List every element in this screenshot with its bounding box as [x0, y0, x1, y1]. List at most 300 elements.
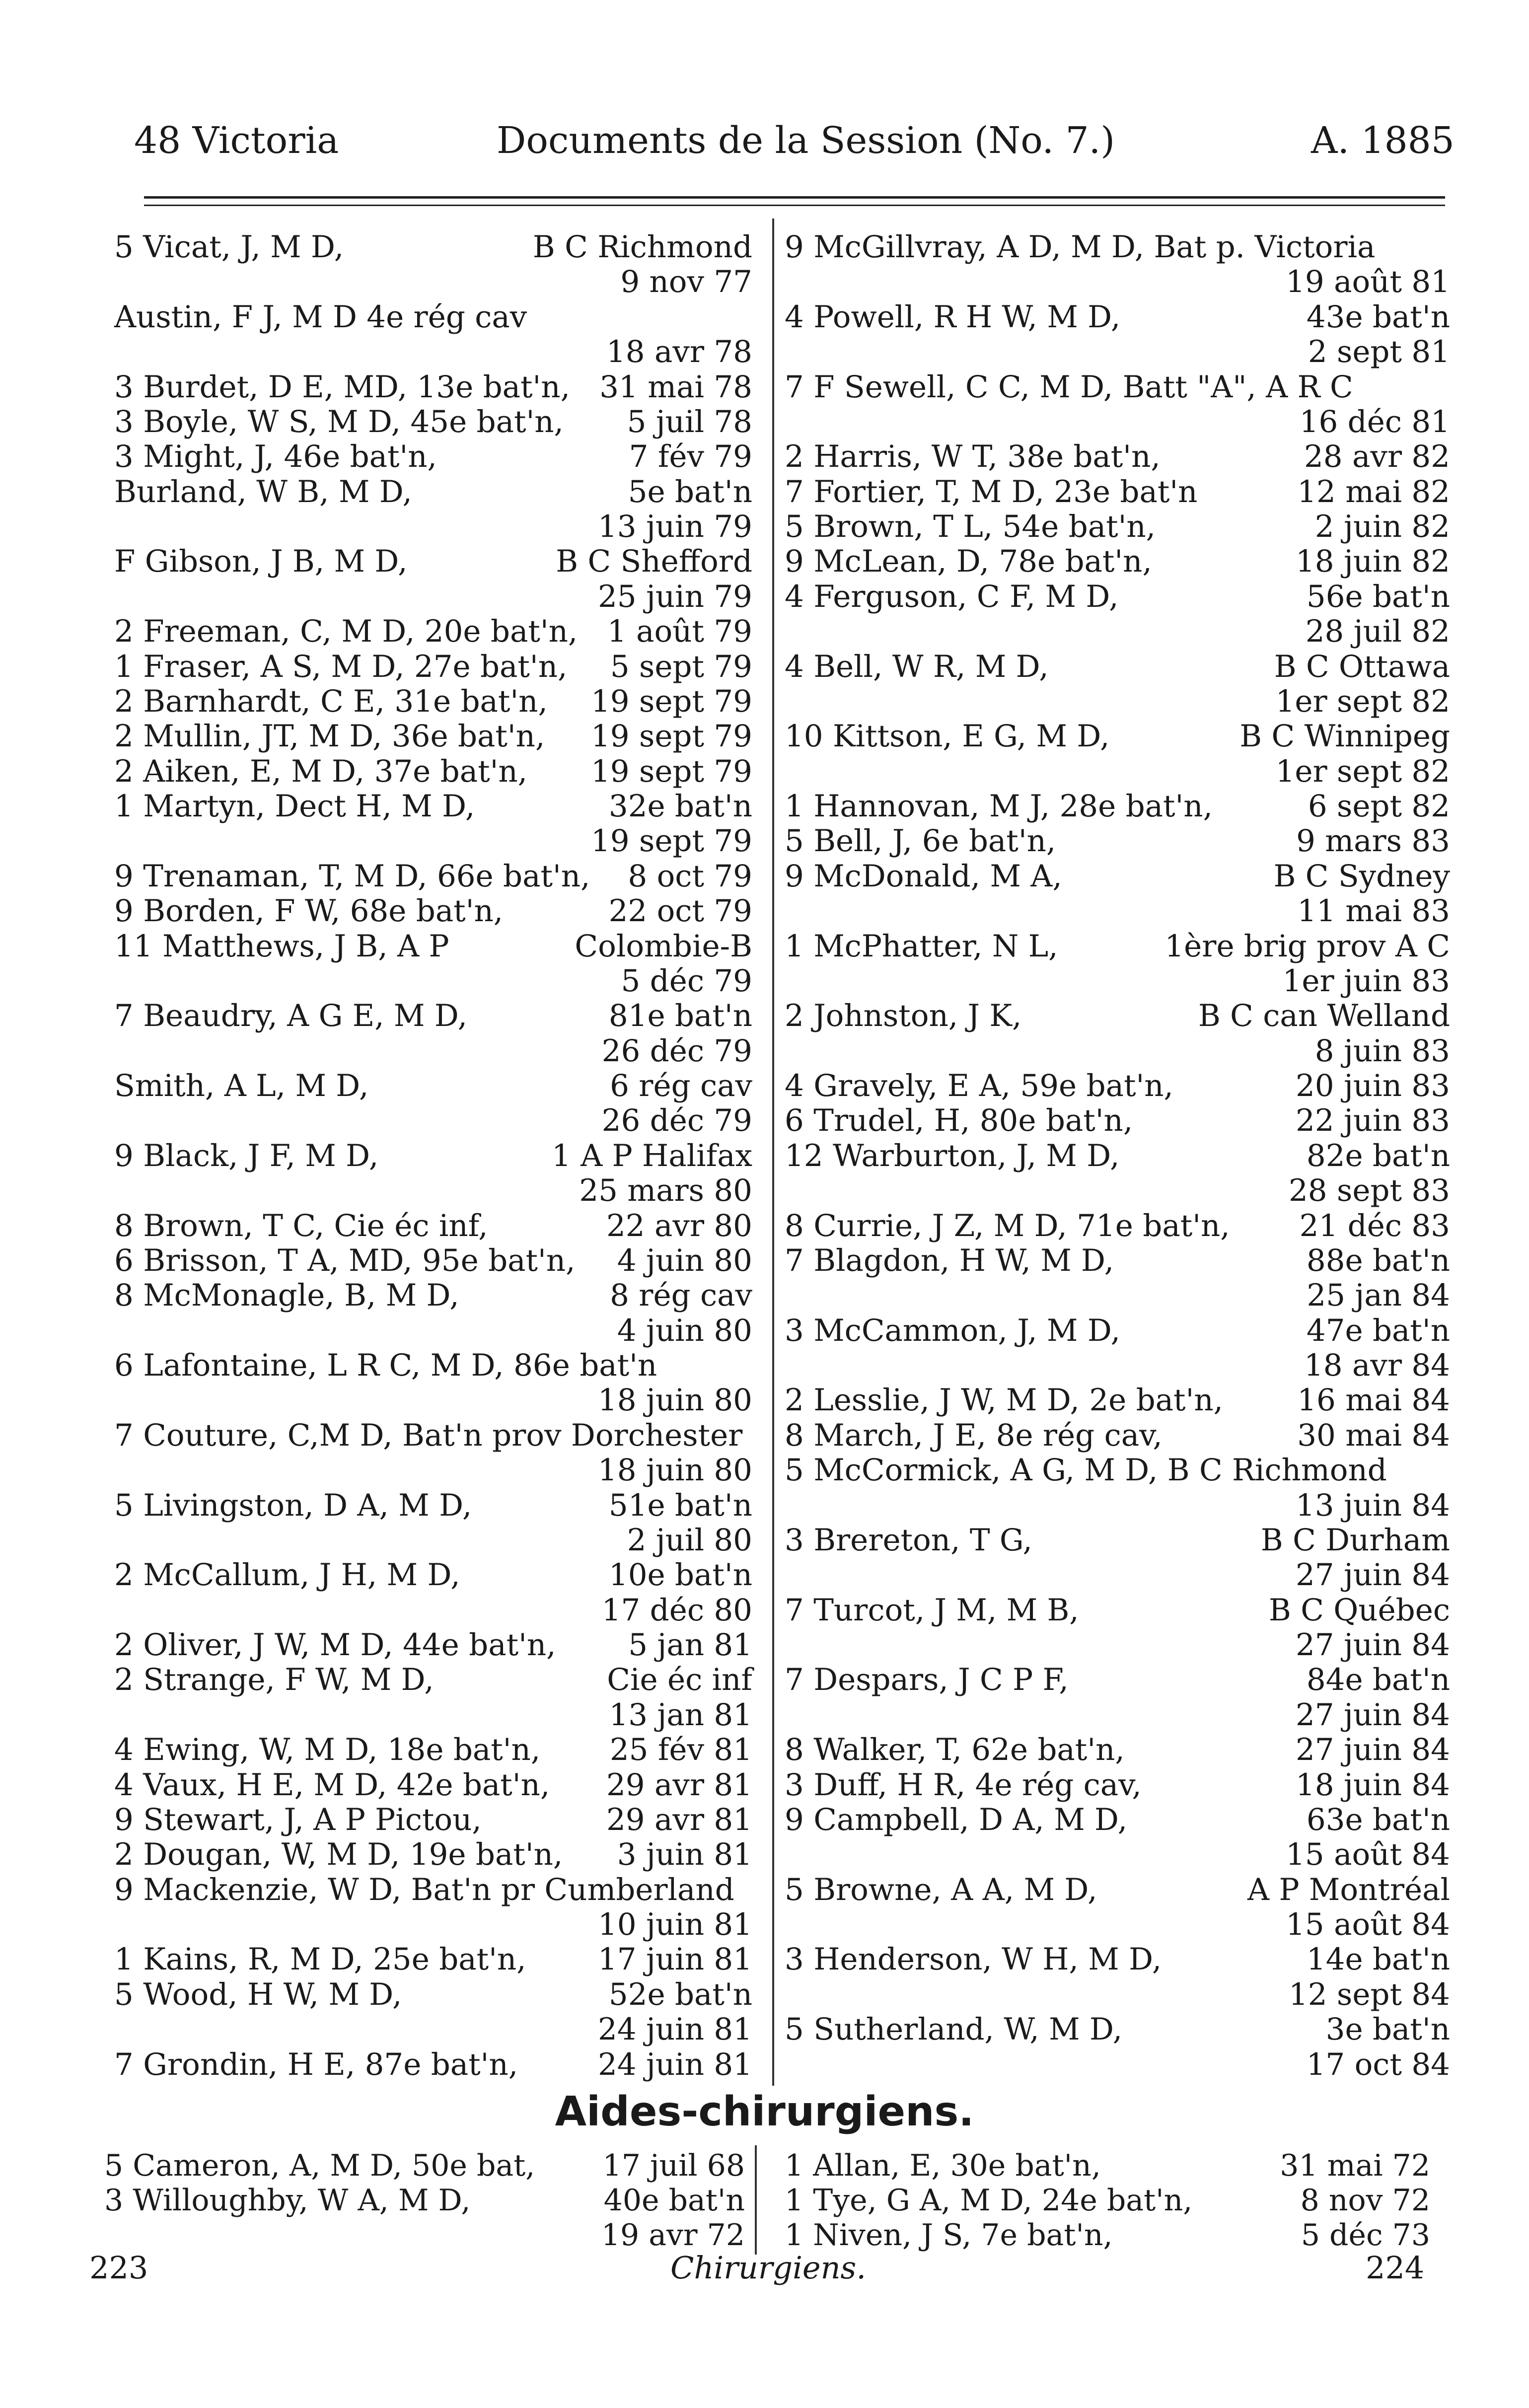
right-entry-text: 1 McPhatter, N L, — [785, 928, 1058, 964]
left-entry-detail: 19 sept 79 — [591, 683, 752, 719]
left-line — [114, 1278, 752, 1313]
right-line — [785, 684, 1450, 719]
aides-left-entry-text: 3 Willoughby, W A, M D, — [104, 2183, 471, 2218]
left-entry-text: 9 Black, J F, M D, — [114, 1138, 379, 1173]
left-entry-detail: 25 mars 80 — [579, 1173, 752, 1209]
right-line — [785, 1593, 1450, 1627]
right-entry-text: 1 Hannovan, M J, 28e bat'n, — [785, 789, 1213, 824]
left-line — [114, 963, 752, 998]
left-entry-detail: 31 mai 78 — [599, 369, 752, 405]
left-entry-detail: 5 juil 78 — [627, 404, 752, 439]
left-entry-detail: 25 fév 81 — [609, 1732, 752, 1768]
right-entry-text: 8 Walker, T, 62e bat'n, — [785, 1732, 1125, 1768]
aides-right-line — [785, 2183, 1430, 2217]
right-line — [785, 1802, 1450, 1837]
right-entry-detail: 15 août 84 — [1286, 1907, 1450, 1942]
right-line — [785, 1278, 1450, 1313]
left-line — [114, 1942, 752, 1976]
left-line — [114, 1767, 752, 1802]
left-entry-text: 4 Vaux, H E, M D, 42e bat'n, — [114, 1767, 550, 1803]
right-entry-text: 3 Henderson, W H, M D, — [785, 1942, 1162, 1977]
right-entry-detail: 28 sept 83 — [1289, 1173, 1450, 1209]
header-year: A. 1885 — [1311, 119, 1455, 162]
left-line — [114, 264, 752, 299]
left-entry-detail: 4 juin 80 — [617, 1242, 752, 1278]
right-entry-detail: B C Ottawa — [1274, 649, 1450, 684]
left-entry-detail: 81e bat'n — [608, 998, 752, 1034]
left-line — [114, 1627, 752, 1662]
left-entry-text: Austin, F J, M D 4e rég cav — [114, 299, 527, 335]
page-header — [0, 119, 1529, 164]
right-entry-detail: 16 déc 81 — [1299, 404, 1450, 439]
left-entry-text: 5 Vicat, J, M D, — [114, 229, 344, 265]
right-entry-text: 8 March, J E, 8e rég cav, — [785, 1417, 1163, 1453]
right-entry-detail: 30 mai 84 — [1297, 1417, 1450, 1453]
left-entry-text: 7 Couture, C,M D, Bat'n prov Dorchester — [114, 1417, 743, 1453]
right-line — [785, 2012, 1450, 2046]
aides-right-entry-detail: 5 déc 73 — [1301, 2218, 1430, 2253]
left-entry-detail: 24 juin 81 — [597, 2046, 752, 2082]
right-entry-detail: B C Winnipeg — [1239, 719, 1450, 754]
right-line — [785, 823, 1450, 858]
right-entry-detail: 19 août 81 — [1286, 264, 1450, 300]
left-entry-detail: 8 oct 79 — [628, 858, 752, 894]
right-line — [785, 1243, 1450, 1278]
right-entry-detail: 14e bat'n — [1306, 1942, 1450, 1977]
left-entry-detail: 19 sept 79 — [591, 753, 752, 789]
left-entry-text: 2 Aiken, E, M D, 37e bat'n, — [114, 753, 528, 789]
left-entry-text: 1 Kains, R, M D, 25e bat'n, — [114, 1942, 526, 1977]
right-entry-detail: 1er sept 82 — [1275, 683, 1450, 719]
left-line — [114, 859, 752, 893]
left-line — [114, 1802, 752, 1837]
header-title: Documents de la Session (No. 7.) — [497, 119, 1115, 162]
left-line — [114, 1243, 752, 1278]
right-entry-text: 4 Powell, R H W, M D, — [785, 299, 1121, 335]
left-column — [114, 229, 752, 2082]
right-entry-text: 12 Warburton, J, M D, — [785, 1138, 1120, 1173]
right-line — [785, 1837, 1450, 1872]
left-line — [114, 2012, 752, 2046]
left-entry-detail: 26 déc 79 — [601, 1103, 752, 1139]
right-line — [785, 299, 1450, 334]
right-line — [785, 1697, 1450, 1732]
right-entry-detail: 18 juin 82 — [1295, 544, 1450, 580]
right-entry-text: 5 Sutherland, W, M D, — [785, 2012, 1123, 2047]
left-entry-detail: 29 avr 81 — [606, 1767, 752, 1803]
right-line — [785, 1942, 1450, 1976]
right-line — [785, 229, 1450, 264]
left-entry-detail: Colombie-B — [575, 928, 752, 964]
left-entry-detail: 7 fév 79 — [629, 439, 752, 475]
left-line — [114, 229, 752, 264]
right-line — [785, 474, 1450, 509]
right-entry-detail: 82e bat'n — [1306, 1138, 1450, 1173]
right-entry-detail: 8 juin 83 — [1314, 1033, 1450, 1069]
right-entry-text: 3 McCammon, J, M D, — [785, 1313, 1120, 1348]
left-entry-detail: 5 jan 81 — [628, 1627, 752, 1663]
aides-right-entry-detail: 31 mai 72 — [1280, 2148, 1430, 2183]
left-entry-text: F Gibson, J B, M D, — [114, 544, 408, 580]
right-entry-text: 5 Browne, A A, M D, — [785, 1872, 1097, 1907]
left-entry-text: 4 Ewing, W, M D, 18e bat'n, — [114, 1732, 541, 1768]
right-line — [785, 1453, 1450, 1487]
header-rule-top — [144, 196, 1445, 199]
left-line — [114, 334, 752, 369]
right-entry-detail: 15 août 84 — [1286, 1837, 1450, 1873]
left-entry-text: 3 Might, J, 46e bat'n, — [114, 439, 437, 475]
left-line — [114, 1453, 752, 1487]
right-entry-detail: 27 juin 84 — [1295, 1557, 1450, 1593]
left-line — [114, 1662, 752, 1697]
left-line — [114, 579, 752, 614]
right-line — [785, 1103, 1450, 1138]
left-line — [114, 929, 752, 963]
right-entry-text: 7 F Sewell, C C, M D, Batt "A", A R C — [785, 369, 1353, 405]
right-entry-detail: 20 juin 83 — [1295, 1068, 1450, 1103]
left-line — [114, 1033, 752, 1068]
right-entry-text: 8 Currie, J Z, M D, 71e bat'n, — [785, 1208, 1230, 1243]
right-entry-detail: 12 mai 82 — [1297, 474, 1450, 510]
aides-left-line — [104, 2183, 745, 2217]
left-entry-detail: 19 sept 79 — [591, 719, 752, 754]
left-entry-text: 6 Lafontaine, L R C, M D, 86e bat'n — [114, 1348, 657, 1383]
right-entry-detail: 3e bat'n — [1325, 2012, 1450, 2047]
right-line — [785, 1627, 1450, 1662]
left-line — [114, 474, 752, 509]
right-entry-text: 2 Johnston, J K, — [785, 998, 1022, 1034]
left-entry-detail: 29 avr 81 — [606, 1802, 752, 1837]
left-entry-detail: 17 juin 81 — [597, 1942, 752, 1977]
left-entry-text: 2 Oliver, J W, M D, 44e bat'n, — [114, 1627, 556, 1663]
left-entry-text: 11 Matthews, J B, A P — [114, 928, 449, 964]
header-volume: 48 Victoria — [134, 119, 339, 162]
right-line — [785, 1977, 1450, 2012]
left-entry-detail: B C Shefford — [556, 544, 752, 580]
right-line — [785, 264, 1450, 299]
left-entry-detail: 24 juin 81 — [597, 2012, 752, 2047]
right-entry-detail: 21 déc 83 — [1299, 1208, 1450, 1243]
left-line — [114, 719, 752, 753]
right-entry-detail: 84e bat'n — [1306, 1662, 1450, 1698]
right-line — [785, 1767, 1450, 1802]
left-line — [114, 789, 752, 823]
right-line — [785, 544, 1450, 579]
left-entry-text: 3 Burdet, D E, MD, 13e bat'n, — [114, 369, 570, 405]
left-entry-text: 5 Livingston, D A, M D, — [114, 1487, 472, 1523]
right-line — [785, 509, 1450, 544]
right-entry-detail: B C Sydney — [1273, 858, 1450, 894]
left-entry-text: 1 Fraser, A S, M D, 27e bat'n, — [114, 649, 568, 684]
left-line — [114, 1138, 752, 1173]
right-line — [785, 439, 1450, 474]
right-entry-detail: 25 jan 84 — [1307, 1278, 1450, 1313]
right-entry-text: 4 Bell, W R, M D, — [785, 649, 1049, 684]
left-entry-detail: 6 rég cav — [610, 1068, 752, 1103]
right-entry-detail: 1er juin 83 — [1282, 963, 1450, 999]
right-line — [785, 754, 1450, 789]
left-entry-detail: 13 jan 81 — [609, 1697, 752, 1733]
right-entry-detail: 56e bat'n — [1306, 579, 1450, 614]
left-line — [114, 1837, 752, 1872]
aides-left-entry-detail: 40e bat'n — [603, 2183, 745, 2218]
right-line — [785, 963, 1450, 998]
right-entry-detail: 63e bat'n — [1306, 1802, 1450, 1837]
right-entry-detail: 22 juin 83 — [1295, 1103, 1450, 1139]
right-entry-detail: B C can Welland — [1198, 998, 1450, 1034]
right-line — [785, 334, 1450, 369]
right-line — [785, 1732, 1450, 1767]
right-entry-detail: 47e bat'n — [1306, 1313, 1450, 1348]
right-entry-detail: 27 juin 84 — [1295, 1627, 1450, 1663]
left-entry-detail: 32e bat'n — [608, 789, 752, 824]
right-entry-detail: 43e bat'n — [1306, 299, 1450, 335]
left-entry-detail: 26 déc 79 — [601, 1033, 752, 1069]
right-line — [785, 1068, 1450, 1103]
right-line — [785, 1033, 1450, 1068]
right-entry-detail: B C Québec — [1269, 1592, 1450, 1628]
right-line — [785, 579, 1450, 614]
aides-right-column — [785, 2148, 1430, 2252]
left-entry-detail: 4 juin 80 — [617, 1313, 752, 1348]
right-entry-detail: 11 mai 83 — [1297, 893, 1450, 929]
right-line — [785, 719, 1450, 753]
right-entry-text: 5 Bell, J, 6e bat'n, — [785, 823, 1056, 859]
left-line — [114, 369, 752, 404]
footer-caption: Chirurgiens. — [670, 2250, 867, 2286]
left-line — [114, 1907, 752, 1942]
right-line — [785, 1383, 1450, 1417]
right-entry-text: 7 Despars, J C P F, — [785, 1662, 1069, 1698]
right-entry-detail: 18 juin 84 — [1295, 1767, 1450, 1803]
header-rule-bottom — [144, 205, 1445, 206]
right-entry-detail: 13 juin 84 — [1295, 1487, 1450, 1523]
right-line — [785, 1313, 1450, 1348]
left-line — [114, 1488, 752, 1523]
aides-right-entry-text: 1 Niven, J S, 7e bat'n, — [785, 2218, 1113, 2253]
right-line — [785, 1872, 1450, 1907]
left-line — [114, 544, 752, 579]
right-entry-detail: 1er sept 82 — [1275, 753, 1450, 789]
left-entry-text: 2 McCallum, J H, M D, — [114, 1557, 460, 1593]
left-entry-detail: 5 déc 79 — [621, 963, 752, 999]
aides-left-entry-detail: 19 avr 72 — [601, 2218, 745, 2253]
aides-column-divider — [755, 2145, 757, 2255]
right-line — [785, 649, 1450, 684]
right-line — [785, 1173, 1450, 1208]
left-entry-detail: Cie éc inf — [607, 1662, 752, 1698]
right-entry-text: 4 Gravely, E A, 59e bat'n, — [785, 1068, 1173, 1103]
right-line — [785, 2047, 1450, 2082]
left-line — [114, 893, 752, 928]
left-entry-text: 6 Brisson, T A, MD, 95e bat'n, — [114, 1242, 576, 1278]
left-line — [114, 509, 752, 544]
left-entry-detail: 9 nov 77 — [620, 264, 752, 300]
right-line — [785, 1418, 1450, 1453]
left-entry-text: 8 McMonagle, B, M D, — [114, 1278, 459, 1313]
left-entry-detail: B C Richmond — [532, 229, 752, 265]
page-number-right: 224 — [1366, 2250, 1425, 2286]
left-entry-detail: 1 A P Halifax — [551, 1138, 752, 1173]
right-entry-text: 2 Harris, W T, 38e bat'n, — [785, 439, 1161, 475]
left-entry-text: Burland, W B, M D, — [114, 474, 412, 510]
left-entry-text: 9 Mackenzie, W D, Bat'n pr Cumberland — [114, 1872, 734, 1907]
left-entry-text: Smith, A L, M D, — [114, 1068, 369, 1103]
left-entry-detail: 22 avr 80 — [606, 1208, 752, 1243]
aides-left-entry-text: 5 Cameron, A, M D, 50e bat, — [104, 2148, 535, 2183]
aides-left-column — [104, 2148, 745, 2252]
left-line — [114, 998, 752, 1033]
left-entry-text: 2 Freeman, C, M D, 20e bat'n, — [114, 614, 578, 650]
aides-right-entry-detail: 8 nov 72 — [1300, 2183, 1430, 2218]
right-entry-detail: 88e bat'n — [1306, 1242, 1450, 1278]
left-entry-detail: 18 juin 80 — [597, 1453, 752, 1488]
right-line — [785, 404, 1450, 439]
left-line — [114, 1348, 752, 1383]
right-entry-detail: A P Montréal — [1247, 1872, 1450, 1907]
right-entry-text: 9 McDonald, M A, — [785, 858, 1062, 894]
left-line — [114, 754, 752, 789]
left-line — [114, 1418, 752, 1453]
left-line — [114, 1068, 752, 1103]
right-entry-text: 10 Kittson, E G, M D, — [785, 719, 1110, 754]
left-entry-text: 9 Trenaman, T, M D, 66e bat'n, — [114, 858, 590, 894]
right-entry-detail: 28 juil 82 — [1305, 614, 1450, 650]
right-entry-detail: 18 avr 84 — [1304, 1348, 1450, 1383]
right-column — [785, 229, 1450, 2082]
left-line — [114, 1523, 752, 1557]
left-entry-detail: 19 sept 79 — [591, 823, 752, 859]
left-entry-text: 8 Brown, T C, Cie éc inf, — [114, 1208, 488, 1243]
left-entry-detail: 5 sept 79 — [610, 649, 752, 684]
left-entry-detail: 17 déc 80 — [601, 1592, 752, 1628]
left-line — [114, 1977, 752, 2012]
left-line — [114, 1697, 752, 1732]
right-line — [785, 369, 1450, 404]
right-line — [785, 893, 1450, 928]
aides-right-entry-text: 1 Allan, E, 30e bat'n, — [785, 2148, 1101, 2183]
right-entry-detail: 27 juin 84 — [1295, 1697, 1450, 1733]
right-line — [785, 929, 1450, 963]
right-entry-detail: 9 mars 83 — [1296, 823, 1450, 859]
right-entry-detail: 17 oct 84 — [1306, 2046, 1450, 2082]
aides-left-line — [104, 2217, 745, 2252]
right-entry-text: 5 McCormick, A G, M D, B C Richmond — [785, 1453, 1387, 1488]
right-line — [785, 1662, 1450, 1697]
right-entry-text: 3 Duff, H R, 4e rég cav, — [785, 1767, 1142, 1803]
right-entry-detail: 6 sept 82 — [1308, 789, 1450, 824]
left-entry-text: 7 Grondin, H E, 87e bat'n, — [114, 2046, 518, 2082]
left-entry-detail: 18 juin 80 — [597, 1383, 752, 1418]
right-entry-text: 6 Trudel, H, 80e bat'n, — [785, 1103, 1133, 1139]
right-entry-detail: 1ère brig prov A C — [1165, 928, 1450, 964]
aides-right-line — [785, 2217, 1430, 2252]
right-entry-text: 7 Blagdon, H W, M D, — [785, 1242, 1114, 1278]
left-line — [114, 299, 752, 334]
left-entry-detail: 8 rég cav — [610, 1278, 752, 1313]
right-entry-detail: B C Durham — [1260, 1522, 1450, 1558]
right-entry-text: 7 Turcot, J M, M B, — [785, 1592, 1079, 1628]
left-line — [114, 1872, 752, 1907]
left-line — [114, 1103, 752, 1138]
left-entry-detail: 52e bat'n — [608, 1976, 752, 2012]
right-line — [785, 614, 1450, 649]
left-line — [114, 1732, 752, 1767]
right-line — [785, 859, 1450, 893]
aides-left-entry-detail: 17 juil 68 — [602, 2148, 745, 2183]
left-entry-text: 9 Borden, F W, 68e bat'n, — [114, 893, 504, 929]
left-entry-detail: 18 avr 78 — [606, 334, 752, 370]
left-entry-detail: 51e bat'n — [608, 1487, 752, 1523]
left-entry-detail: 5e bat'n — [628, 474, 752, 510]
right-entry-text: 4 Ferguson, C F, M D, — [785, 579, 1119, 614]
right-entry-detail: 2 sept 81 — [1308, 334, 1450, 370]
left-entry-detail: 25 juin 79 — [597, 579, 752, 614]
column-divider — [772, 219, 774, 2086]
left-entry-text: 7 Beaudry, A G E, M D, — [114, 998, 467, 1034]
right-line — [785, 1557, 1450, 1592]
left-line — [114, 2047, 752, 2082]
right-entry-text: 9 McLean, D, 78e bat'n, — [785, 544, 1152, 580]
right-line — [785, 1488, 1450, 1523]
left-line — [114, 1313, 752, 1348]
right-entry-text: 9 McGillvray, A D, M D, Bat p. Victoria — [785, 229, 1376, 265]
left-entry-text: 3 Boyle, W S, M D, 45e bat'n, — [114, 404, 564, 439]
section-title: Aides-chirurgiens. — [555, 2088, 974, 2135]
left-line — [114, 1208, 752, 1243]
left-entry-detail: 2 juil 80 — [627, 1522, 752, 1558]
left-entry-detail: 10 juin 81 — [597, 1907, 752, 1942]
left-entry-text: 2 Mullin, JT, M D, 36e bat'n, — [114, 719, 545, 754]
right-entry-text: 5 Brown, T L, 54e bat'n, — [785, 509, 1156, 544]
right-entry-text: 7 Fortier, T, M D, 23e bat'n — [785, 474, 1198, 510]
left-entry-detail: 3 juin 81 — [617, 1837, 752, 1873]
aides-right-entry-text: 1 Tye, G A, M D, 24e bat'n, — [785, 2183, 1193, 2218]
left-entry-text: 5 Wood, H W, M D, — [114, 1976, 402, 2012]
left-entry-text: 9 Stewart, J, A P Pictou, — [114, 1802, 482, 1837]
right-entry-text: 2 Lesslie, J W, M D, 2e bat'n, — [785, 1383, 1224, 1418]
right-line — [785, 1208, 1450, 1243]
page-footer — [0, 2250, 1529, 2289]
right-line — [785, 1907, 1450, 1942]
left-line — [114, 439, 752, 474]
right-entry-detail: 16 mai 84 — [1297, 1383, 1450, 1418]
aides-left-line — [104, 2148, 745, 2183]
left-line — [114, 404, 752, 439]
right-line — [785, 1348, 1450, 1383]
right-entry-detail: 2 juin 82 — [1314, 509, 1450, 544]
left-line — [114, 1593, 752, 1627]
right-entry-text: 9 Campbell, D A, M D, — [785, 1802, 1128, 1837]
left-entry-detail: 1 août 79 — [607, 614, 752, 650]
left-entry-text: 1 Martyn, Dect H, M D, — [114, 789, 475, 824]
right-line — [785, 1523, 1450, 1557]
right-line — [785, 789, 1450, 823]
left-entry-text: 2 Strange, F W, M D, — [114, 1662, 434, 1698]
left-line — [114, 1173, 752, 1208]
left-line — [114, 614, 752, 649]
right-line — [785, 1138, 1450, 1173]
aides-right-line — [785, 2148, 1430, 2183]
right-entry-detail: 12 sept 84 — [1289, 1976, 1450, 2012]
left-line — [114, 1557, 752, 1592]
left-entry-text: 2 Dougan, W, M D, 19e bat'n, — [114, 1837, 563, 1873]
right-line — [785, 998, 1450, 1033]
left-line — [114, 649, 752, 684]
left-line — [114, 823, 752, 858]
left-entry-detail: 13 juin 79 — [597, 509, 752, 544]
page-number-left: 223 — [89, 2250, 148, 2286]
